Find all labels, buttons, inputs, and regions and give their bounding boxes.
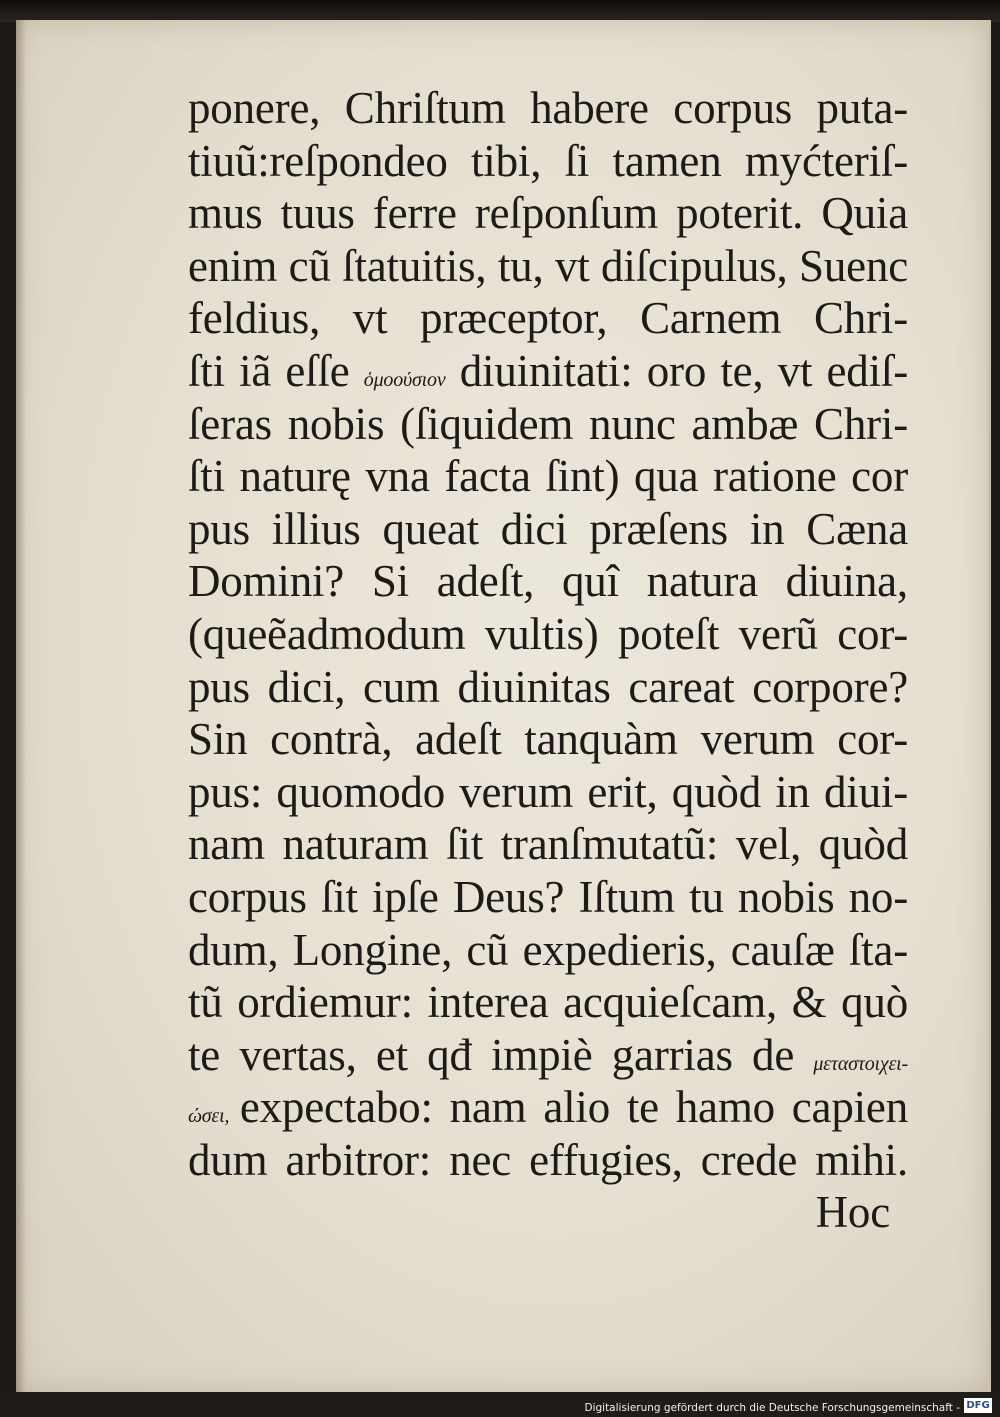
text-line: ſeras nobis (ſiquidem nunc ambæ Chri- [188,398,908,449]
dfg-logo: DFG [964,1398,992,1413]
text-segment: ſti iã eſſe [188,345,364,396]
text-line [188,1029,908,1082]
footer-bar [0,1393,1000,1417]
text-line: Sin contrà, adeſt tanquàm verum cor- [188,714,908,765]
text-segment: diuinitati: oro te, vt ediſ- [445,345,908,396]
scan-top-edge [0,0,1000,22]
text-line [188,1081,908,1134]
text-line: dum, Longine, cũ expedieris, cauſæ ſta- [188,924,908,975]
catchword: Hoc [815,1187,890,1238]
text-line: dum arbitror: nec effugies, crede mihi. [188,1134,908,1185]
text-line: mus tuus ferre reſponſum poterit. Quia [188,188,908,239]
text-line: corpus ſit ipſe Deus? Iſtum tu nobis no- [188,871,908,922]
greek-word: ώσει, [188,1105,240,1128]
text-line [188,345,908,398]
text-segment: te vertas, et qđ impiè garrias de [188,1029,814,1080]
text-line: enim cũ ſtatuitis, tu, vt diſcipulus, Suenc [188,240,908,291]
text-line: Domini? Si adeſt, quî natura diuina, [188,556,908,607]
funding-credit: Digitalisierung gefördert durch die Deutsche Forschungsgemeinschaft - [584,1402,960,1414]
text-line: (queẽadmodum vultis) poteſt verũ cor- [188,608,908,659]
text-line: pus: quomodo verum erit, quòd in diui- [188,766,908,817]
greek-word: ὁμοούσιον [363,368,446,391]
text-line: pus dici, cum diuinitas careat corpore? [188,661,908,712]
text-line: tiuũ:reſpondeo tibi, ſi tamen myćteriſ- [188,135,908,186]
text-line: nam naturam ſit tranſmutatũ: vel, quòd [188,819,908,870]
text-segment: expectabo: nam alio te hamo capien [239,1082,908,1133]
text-line: tũ ordiemur: interea acquieſcam, & quò [188,977,908,1028]
text-line: ſti naturę vna facta ſint) qua ratione cor [188,451,908,502]
page-gutter-shadow [16,20,26,1392]
greek-word: μεταστοιχει- [813,1052,908,1075]
page-text-block [188,82,908,1239]
text-line: feldius, vt præceptor, Carnem Chri- [188,293,908,344]
text-line: ponere, Chriſtum habere corpus puta- [188,83,908,133]
text-line: pus illius queat dici præſens in Cæna [188,503,908,554]
